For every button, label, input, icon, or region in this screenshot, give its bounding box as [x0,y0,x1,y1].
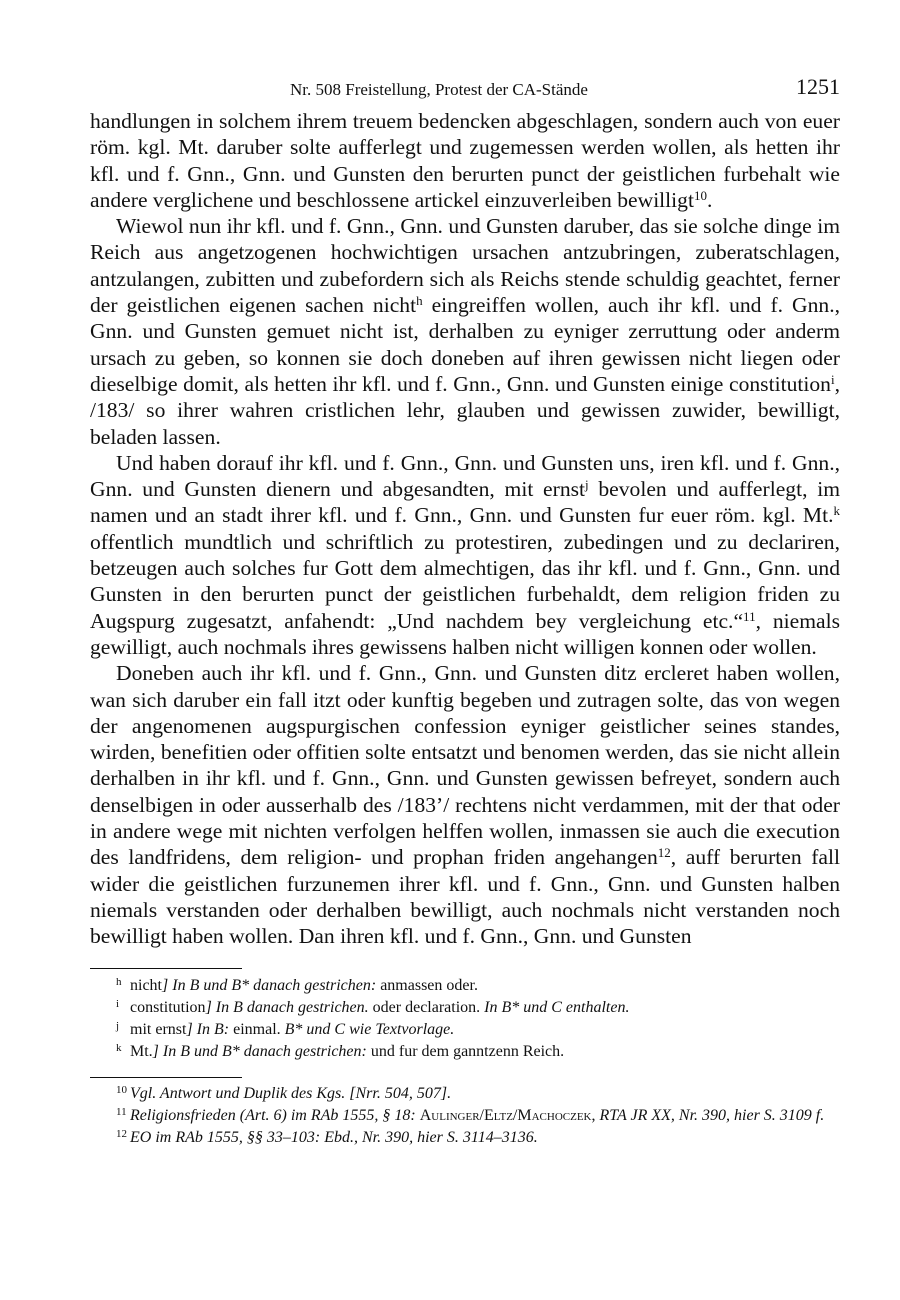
note-lemma: constitution [130,998,206,1016]
text-run: eingreiffen wollen, auch ihr kfl. und f. Gnn., Gnn. und Gunsten gemuet nicht ist, derhalben zu eyniger zerruttung oder anderm ursach zu geben, so konnen sie doch doneben auf ihren gewissen nicht liegen oder dieselbige domit, als hetten ihr kfl. und f. Gnn., Gnn. und Gunsten einige constitution [90,293,840,396]
historical-notes [90,1083,840,1149]
historical-note-12: 12 EO im RAb 1555, §§ 33–103: Ebd., Nr. 390, hier S. 3114–3136. [116,1128,538,1146]
note-text: Vgl. Antwort und Duplik des Kgs. [Nrr. 504, 507]. [130,1084,452,1102]
critical-note-k: k Mt.] In B und B* danach gestrichen: und fur dem ganntzenn Reich. [116,1042,565,1060]
note-separator: ] [186,1020,193,1038]
note-text: RTA JR XX, Nr. 390, hier S. 3109 f. [599,1106,825,1124]
note-text: oder declaration. [372,998,481,1016]
critical-note-h: h nicht] In B und B* danach gestrichen: anmassen oder. [116,976,478,994]
main-text [90,108,840,950]
text-run: bevolen und aufferlegt, im namen und an stadt ihrer kfl. und f. Gnn., Gnn. und Gunsten fur euer röm. kgl. Mt. [90,477,841,528]
note-comment: In B und B* danach gestrichen: [172,976,377,994]
footnote-ref-h: h [416,292,423,308]
footnote-ref-i: i [830,371,835,387]
note-authors: Aulinger/Eltz/Machoczek, [419,1106,596,1124]
page-number: 1251 [796,74,840,99]
note-text: anmassen oder. [380,976,478,994]
note-separator: ] [205,998,212,1016]
critical-apparatus [90,975,840,1063]
running-title: Nr. 508 Freistellung, Protest der CA-Stände [290,80,588,99]
paragraph-4 [90,660,840,949]
note-text: Religionsfrieden (Art. 6) im RAb 1555, § 18: [130,1106,416,1124]
footnote-ref-12: 12 [657,845,671,861]
note-text: einmal. [233,1020,281,1038]
historical-notes-divider [90,1077,242,1078]
footnote-ref-k: k [833,503,840,519]
footnote-ref-10: 10 [693,187,707,203]
text-run: Und haben dorauf ihr kfl. und f. Gnn., Gnn. und Gunsten uns, iren kfl. und f. Gnn., Gnn. und Gunsten dienern und abgesandten, mit ernst [90,450,840,502]
text-run: , niemals gewilligt, auch nochmals ihres gewissens halben nicht willigen konnen oder wollen. [90,608,841,659]
text-run: offentlich mundtlich und schriftlich zu protestiren, zubedingen und zu declariren, betzeugen auch solches fur Gott dem almechtigen, das ihr kfl. und f. Gnn., Gnn. und Gunsten in den berurten punct der geistlichen furbehaldt, dem religion friden zu Augspurg zugesatzt, anfahendt: „Und nachdem bey vergleichung etc.“ [90,529,840,633]
historical-note-10: 10 Vgl. Antwort und Duplik des Kgs. [Nrr. 504, 507]. [116,1084,452,1102]
historical-note-11: 11 Religionsfrieden (Art. 6) im RAb 1555, § 18: Aulinger/Eltz/Machoczek, RTA JR XX, Nr. 390, hier S. 3109 f. [116,1106,825,1124]
note-comment: In B danach gestrichen. [215,998,369,1016]
note-lemma: mit ernst [130,1020,187,1038]
note-lemma: Mt. [130,1042,153,1060]
critical-note-i: i constitution] In B danach gestrichen. oder declaration. In B* und C enthalten. [116,998,630,1016]
note-separator: ] [152,1042,159,1060]
paragraph-1 [90,108,840,213]
note-text: EO im RAb 1555, §§ 33–103: Ebd., Nr. 390, hier S. 3114–3136. [130,1128,538,1146]
note-lemma: nicht [130,976,162,994]
page-header [90,74,840,108]
paragraph-3 [90,450,840,660]
note-text: und fur dem ganntzenn Reich. [370,1042,565,1060]
document-page [90,74,840,1149]
note-comment: In B: [196,1020,230,1038]
paragraph-2 [90,213,840,450]
footnote-ref-j: j [585,477,589,493]
note-separator: ] [162,976,169,994]
text-run: , /183/ so ihrer wahren cristlichen lehr, glauben und gewissen zuwider, bewilligt, beladen lassen. [90,371,840,449]
text-run: handlungen in solchem ihrem treuem bedencken abgeschlagen, sondern auch von euer röm. kgl. Mt. daruber solte aufferlegt und zugemessen werden wollen, als hetten ihr kfl. und f. Gnn., Gnn. und Gunsten den berurten punct der geistlichen furbehalt wie andere verglichene und beschlossene artickel einzuverleiben bewilligt [90,109,840,212]
note-comment: In B* und C enthalten. [484,998,630,1016]
critical-note-j: j mit ernst] In B: einmal. B* und C wie Textvorlage. [116,1020,455,1038]
text-run: . [706,187,713,212]
text-run: Wiewol nun ihr kfl. und f. Gnn., Gnn. und Gunsten daruber, das sie solche dinge im Reich aus angetzogenen hochwichtigen ursachen antzubringen, zuberatschlagen, antzulangen, zubitten und zubefordern sich als Reichs stende schuldig geachtet, ferner der geistlichen eigenen sachen nicht [90,214,840,318]
note-comment: In B und B* danach gestrichen: [162,1042,367,1060]
text-run: , auff berurten fall wider die geistlichen furzunemen ihrer kfl. und f. Gnn., Gnn. und Gunsten halben niemals verstanden oder derhalben bewilligt, auch nochmals nicht verstanden noch bewilligt haben wollen. Dan ihren kfl. und f. Gnn., Gnn. und Gunsten [90,845,840,949]
critical-notes-divider [90,968,242,969]
note-comment: B* und C wie Textvorlage. [284,1020,455,1038]
footnote-ref-11: 11 [743,608,756,624]
text-run: Doneben auch ihr kfl. und f. Gnn., Gnn. und Gunsten ditz ercleret haben wollen, wan sich daruber ein fall itzt oder kunftig begeben und zutragen solte, das von wegen der angenomenen augspurgischen confession eyniger geistlicher seines standes, wirden, benefitien oder offitien solte entsatzt und benomen werden, das sie nicht allein derhalben in ihr kfl. und f. Gnn., Gnn. und Gunsten gewissen befreyet, sondern auch denselbigen in oder ausserhalb des /183’/ rechtens nicht verdammen, mit der that oder in andere wege mit nichten verfolgen helffen wollen, inmassen sie auch die execution des landfridens, dem religion- und prophan friden angehangen [90,661,840,870]
